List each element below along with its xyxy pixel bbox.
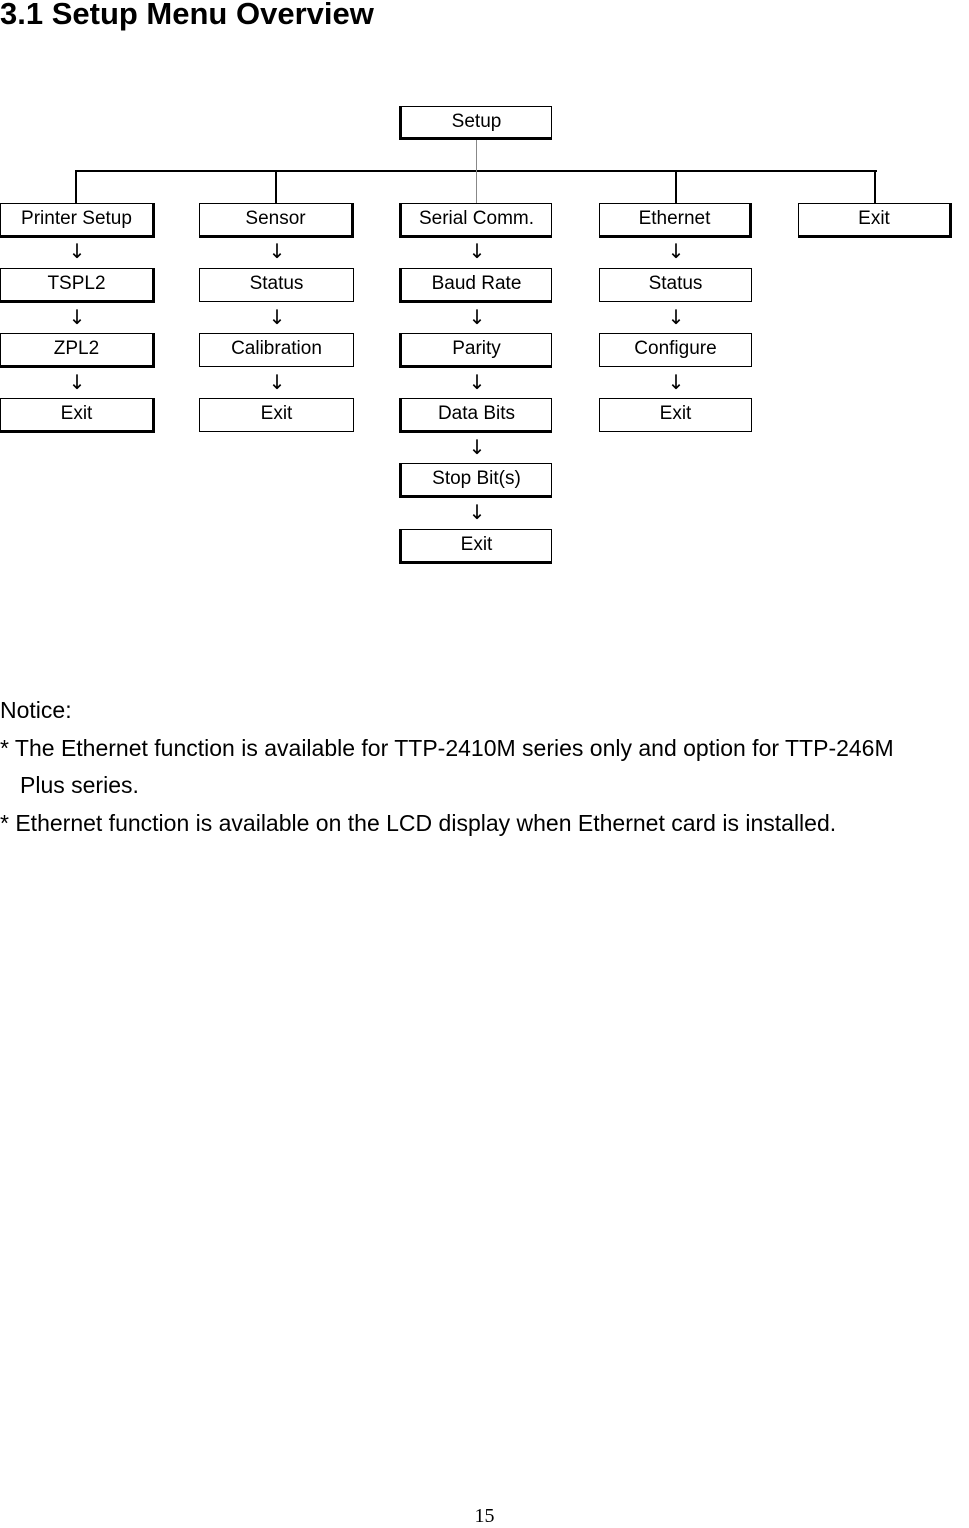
notice-line-2: * Ethernet function is available on the LCD display when Ethernet card is installed. [0,809,837,836]
menu-box-exit: Exit [199,398,354,432]
arrow-down-icon: ↓ [667,305,685,329]
menu-box-calibration: Calibration [199,333,354,367]
arrow-down-icon: ↓ [68,370,86,394]
menu-box-setup: Setup [399,106,552,140]
page-number: 15 [474,1505,495,1527]
arrow-down-icon: ↓ [268,239,286,263]
menu-box-configure: Configure [599,333,752,367]
menu-box-exit: Exit [599,398,752,432]
menu-box-exit: Exit [399,529,552,564]
arrow-down-icon: ↓ [268,370,286,394]
notice-line-1-continued: Plus series. [20,772,139,798]
menu-box-printer-setup: Printer Setup [0,203,155,238]
menu-box-status: Status [599,268,752,302]
arrow-down-icon: ↓ [468,239,486,263]
menu-box-status: Status [199,268,354,302]
section-heading: 3.1 Setup Menu Overview [0,0,374,31]
connector-col-5 [874,170,876,203]
arrow-down-icon: ↓ [667,370,685,394]
notice-block [0,692,969,842]
menu-box-stop-bits: Stop Bit(s) [399,463,552,498]
menu-box-sensor: Sensor [199,203,354,238]
arrow-down-icon: ↓ [468,370,486,394]
connector-col-3 [476,170,477,203]
connector-root-down [476,140,477,172]
connector-col-4 [675,170,677,203]
arrow-down-icon: ↓ [68,305,86,329]
menu-box-serial-comm: Serial Comm. [399,203,552,238]
arrow-down-icon: ↓ [468,500,486,524]
menu-box-parity: Parity [399,333,552,368]
menu-box-data-bits: Data Bits [399,398,552,433]
arrow-down-icon: ↓ [468,305,486,329]
connector-col-1 [75,170,77,203]
arrow-down-icon: ↓ [468,435,486,459]
notice-line-1: * The Ethernet function is available for TTP-2410M series only and option for TTP-246M [0,734,894,761]
setup-menu-diagram [0,0,969,600]
arrow-down-icon: ↓ [268,305,286,329]
connector-col-2 [275,170,277,203]
menu-box-exit-top: Exit [798,203,952,238]
menu-box-exit: Exit [0,398,155,433]
menu-box-ethernet: Ethernet [599,203,752,238]
menu-box-baud-rate: Baud Rate [399,268,552,303]
arrow-down-icon: ↓ [68,239,86,263]
menu-box-tspl2: TSPL2 [0,268,155,303]
menu-box-zpl2: ZPL2 [0,333,155,368]
arrow-down-icon: ↓ [667,239,685,263]
notice-title: Notice: [0,697,72,723]
